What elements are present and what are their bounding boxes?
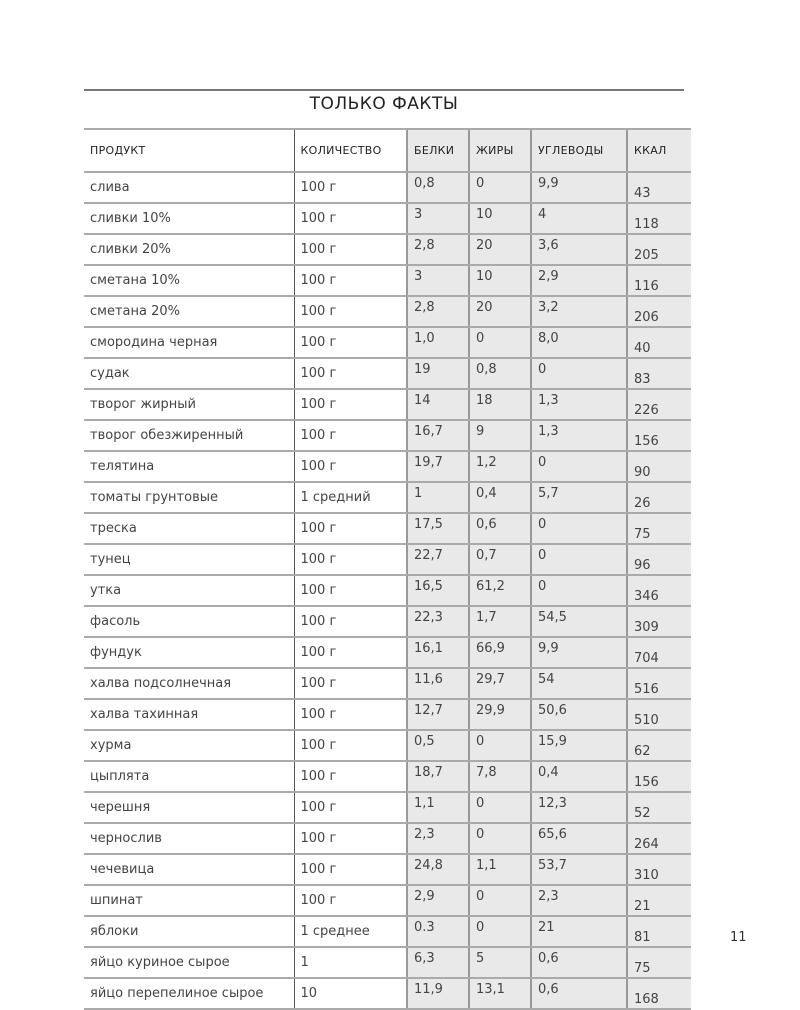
table-row <box>84 668 691 699</box>
cell-quantity: 100 г <box>294 513 407 544</box>
cell-quantity: 100 г <box>294 575 407 606</box>
cell-product: телятина <box>84 451 294 482</box>
cell-product: смородина черная <box>84 327 294 358</box>
table-row <box>84 730 691 761</box>
cell-fat: 0 <box>469 792 531 823</box>
cell-fat: 1,7 <box>469 606 531 637</box>
cell-product: томаты грунтовые <box>84 482 294 513</box>
cell-product: творог жирный <box>84 389 294 420</box>
cell-kcal: 118 <box>627 203 691 234</box>
page-title: ТОЛЬКО ФАКТЫ <box>309 94 459 114</box>
cell-product: сметана 10% <box>84 265 294 296</box>
cell-carbs: 12,3 <box>531 792 627 823</box>
cell-quantity: 1 среднее <box>294 916 407 947</box>
cell-product: треска <box>84 513 294 544</box>
cell-quantity: 100 г <box>294 730 407 761</box>
cell-fat: 7,8 <box>469 761 531 792</box>
cell-kcal: 206 <box>627 296 691 327</box>
cell-protein: 24,8 <box>407 854 469 885</box>
cell-carbs: 54,5 <box>531 606 627 637</box>
cell-quantity: 100 г <box>294 203 407 234</box>
table-row <box>84 327 691 358</box>
cell-quantity: 100 г <box>294 854 407 885</box>
cell-quantity: 1 <box>294 947 407 978</box>
cell-kcal: 40 <box>627 327 691 358</box>
cell-carbs: 0 <box>531 513 627 544</box>
cell-kcal: 226 <box>627 389 691 420</box>
cell-carbs: 9,9 <box>531 172 627 203</box>
cell-protein: 16,5 <box>407 575 469 606</box>
cell-carbs: 0 <box>531 358 627 389</box>
cell-quantity: 100 г <box>294 389 407 420</box>
cell-product: черешня <box>84 792 294 823</box>
cell-fat: 0 <box>469 327 531 358</box>
cell-fat: 66,9 <box>469 637 531 668</box>
cell-protein: 2,8 <box>407 296 469 327</box>
cell-product: чернослив <box>84 823 294 854</box>
cell-carbs: 1,3 <box>531 389 627 420</box>
table-row <box>84 823 691 854</box>
cell-quantity: 100 г <box>294 885 407 916</box>
cell-kcal: 96 <box>627 544 691 575</box>
title-rule <box>84 89 684 91</box>
table-row <box>84 978 691 1009</box>
cell-carbs: 50,6 <box>531 699 627 730</box>
table-row <box>84 544 691 575</box>
cell-protein: 1,1 <box>407 792 469 823</box>
table-row <box>84 203 691 234</box>
header-carbs: УГЛЕВОДЫ <box>531 129 627 172</box>
cell-product: утка <box>84 575 294 606</box>
header-protein: БЕЛКИ <box>407 129 469 172</box>
cell-protein: 2,8 <box>407 234 469 265</box>
cell-kcal: 704 <box>627 637 691 668</box>
cell-fat: 5 <box>469 947 531 978</box>
cell-kcal: 21 <box>627 885 691 916</box>
cell-kcal: 81 <box>627 916 691 947</box>
cell-fat: 0 <box>469 730 531 761</box>
cell-fat: 29,9 <box>469 699 531 730</box>
cell-carbs: 0 <box>531 451 627 482</box>
cell-quantity: 100 г <box>294 172 407 203</box>
table-row <box>84 172 691 203</box>
table-row <box>84 389 691 420</box>
cell-carbs: 2,9 <box>531 265 627 296</box>
cell-protein: 2,3 <box>407 823 469 854</box>
cell-kcal: 309 <box>627 606 691 637</box>
cell-protein: 12,7 <box>407 699 469 730</box>
cell-fat: 1,1 <box>469 854 531 885</box>
cell-fat: 0,7 <box>469 544 531 575</box>
cell-product: сливки 10% <box>84 203 294 234</box>
table-row <box>84 885 691 916</box>
cell-carbs: 4 <box>531 203 627 234</box>
cell-product: творог обезжиренный <box>84 420 294 451</box>
cell-quantity: 100 г <box>294 544 407 575</box>
table-row <box>84 513 691 544</box>
cell-protein: 19,7 <box>407 451 469 482</box>
cell-protein: 3 <box>407 203 469 234</box>
table-row <box>84 358 691 389</box>
cell-protein: 3 <box>407 265 469 296</box>
cell-kcal: 52 <box>627 792 691 823</box>
cell-carbs: 21 <box>531 916 627 947</box>
cell-fat: 20 <box>469 234 531 265</box>
cell-carbs: 65,6 <box>531 823 627 854</box>
cell-fat: 1,2 <box>469 451 531 482</box>
cell-protein: 1 <box>407 482 469 513</box>
cell-quantity: 100 г <box>294 823 407 854</box>
cell-product: фундук <box>84 637 294 668</box>
cell-product: яйцо куриное сырое <box>84 947 294 978</box>
cell-fat: 0 <box>469 172 531 203</box>
cell-kcal: 156 <box>627 420 691 451</box>
cell-protein: 22,3 <box>407 606 469 637</box>
cell-product: слива <box>84 172 294 203</box>
header-fat: ЖИРЫ <box>469 129 531 172</box>
cell-kcal: 116 <box>627 265 691 296</box>
cell-product: сметана 20% <box>84 296 294 327</box>
cell-carbs: 3,6 <box>531 234 627 265</box>
cell-carbs: 0 <box>531 575 627 606</box>
cell-carbs: 0,4 <box>531 761 627 792</box>
cell-protein: 6,3 <box>407 947 469 978</box>
cell-product: хурма <box>84 730 294 761</box>
cell-kcal: 168 <box>627 978 691 1009</box>
cell-quantity: 100 г <box>294 637 407 668</box>
table-header-row <box>84 129 691 172</box>
cell-fat: 0,8 <box>469 358 531 389</box>
header-kcal: ККАЛ <box>627 129 691 172</box>
cell-quantity: 100 г <box>294 420 407 451</box>
cell-protein: 1,0 <box>407 327 469 358</box>
cell-product: фасоль <box>84 606 294 637</box>
cell-carbs: 0 <box>531 544 627 575</box>
cell-fat: 20 <box>469 296 531 327</box>
cell-protein: 16,7 <box>407 420 469 451</box>
cell-protein: 16,1 <box>407 637 469 668</box>
cell-carbs: 1,3 <box>531 420 627 451</box>
table-row <box>84 947 691 978</box>
table-row <box>84 420 691 451</box>
cell-fat: 61,2 <box>469 575 531 606</box>
cell-kcal: 26 <box>627 482 691 513</box>
table-row <box>84 451 691 482</box>
table-row <box>84 792 691 823</box>
table-row <box>84 234 691 265</box>
cell-product: тунец <box>84 544 294 575</box>
cell-product: халва тахинная <box>84 699 294 730</box>
cell-carbs: 9,9 <box>531 637 627 668</box>
cell-fat: 10 <box>469 265 531 296</box>
cell-product: сливки 20% <box>84 234 294 265</box>
cell-carbs: 15,9 <box>531 730 627 761</box>
cell-kcal: 62 <box>627 730 691 761</box>
cell-kcal: 90 <box>627 451 691 482</box>
table-row <box>84 637 691 668</box>
cell-protein: 11,9 <box>407 978 469 1009</box>
cell-product: чечевица <box>84 854 294 885</box>
cell-fat: 0 <box>469 823 531 854</box>
cell-fat: 0,6 <box>469 513 531 544</box>
cell-quantity: 100 г <box>294 296 407 327</box>
cell-fat: 0 <box>469 885 531 916</box>
nutrition-table <box>84 128 691 1010</box>
cell-fat: 0 <box>469 916 531 947</box>
cell-fat: 9 <box>469 420 531 451</box>
cell-quantity: 10 <box>294 978 407 1009</box>
cell-protein: 0.3 <box>407 916 469 947</box>
cell-protein: 11,6 <box>407 668 469 699</box>
cell-carbs: 54 <box>531 668 627 699</box>
cell-product: цыплята <box>84 761 294 792</box>
cell-product: шпинат <box>84 885 294 916</box>
cell-kcal: 516 <box>627 668 691 699</box>
cell-protein: 0,8 <box>407 172 469 203</box>
table-row <box>84 699 691 730</box>
table-row <box>84 854 691 885</box>
cell-protein: 17,5 <box>407 513 469 544</box>
table-row <box>84 265 691 296</box>
header-product: ПРОДУКТ <box>84 129 294 172</box>
cell-kcal: 43 <box>627 172 691 203</box>
cell-kcal: 75 <box>627 947 691 978</box>
cell-fat: 0,4 <box>469 482 531 513</box>
cell-quantity: 100 г <box>294 792 407 823</box>
cell-fat: 10 <box>469 203 531 234</box>
cell-carbs: 53,7 <box>531 854 627 885</box>
cell-kcal: 75 <box>627 513 691 544</box>
cell-protein: 19 <box>407 358 469 389</box>
cell-kcal: 346 <box>627 575 691 606</box>
cell-kcal: 83 <box>627 358 691 389</box>
cell-quantity: 1 средний <box>294 482 407 513</box>
table-row <box>84 761 691 792</box>
cell-quantity: 100 г <box>294 358 407 389</box>
cell-quantity: 100 г <box>294 761 407 792</box>
cell-quantity: 100 г <box>294 327 407 358</box>
cell-quantity: 100 г <box>294 451 407 482</box>
table-row <box>84 916 691 947</box>
cell-kcal: 205 <box>627 234 691 265</box>
cell-fat: 29,7 <box>469 668 531 699</box>
cell-carbs: 8,0 <box>531 327 627 358</box>
cell-fat: 18 <box>469 389 531 420</box>
cell-quantity: 100 г <box>294 234 407 265</box>
cell-carbs: 2,3 <box>531 885 627 916</box>
cell-carbs: 0,6 <box>531 947 627 978</box>
cell-protein: 14 <box>407 389 469 420</box>
cell-protein: 18,7 <box>407 761 469 792</box>
cell-quantity: 100 г <box>294 668 407 699</box>
table-row <box>84 606 691 637</box>
table-row <box>84 575 691 606</box>
cell-quantity: 100 г <box>294 265 407 296</box>
table-row <box>84 296 691 327</box>
cell-product: халва подсолнечная <box>84 668 294 699</box>
cell-carbs: 3,2 <box>531 296 627 327</box>
header-quantity: КОЛИЧЕСТВО <box>294 129 407 172</box>
cell-kcal: 264 <box>627 823 691 854</box>
cell-fat: 13,1 <box>469 978 531 1009</box>
cell-carbs: 5,7 <box>531 482 627 513</box>
cell-carbs: 0,6 <box>531 978 627 1009</box>
cell-protein: 0,5 <box>407 730 469 761</box>
table-row <box>84 482 691 513</box>
cell-protein: 22,7 <box>407 544 469 575</box>
cell-kcal: 510 <box>627 699 691 730</box>
cell-product: судак <box>84 358 294 389</box>
cell-quantity: 100 г <box>294 699 407 730</box>
page-number: 11 <box>730 930 747 945</box>
cell-product: яблоки <box>84 916 294 947</box>
cell-product: яйцо перепелиное сырое <box>84 978 294 1009</box>
cell-kcal: 156 <box>627 761 691 792</box>
cell-quantity: 100 г <box>294 606 407 637</box>
cell-protein: 2,9 <box>407 885 469 916</box>
cell-kcal: 310 <box>627 854 691 885</box>
